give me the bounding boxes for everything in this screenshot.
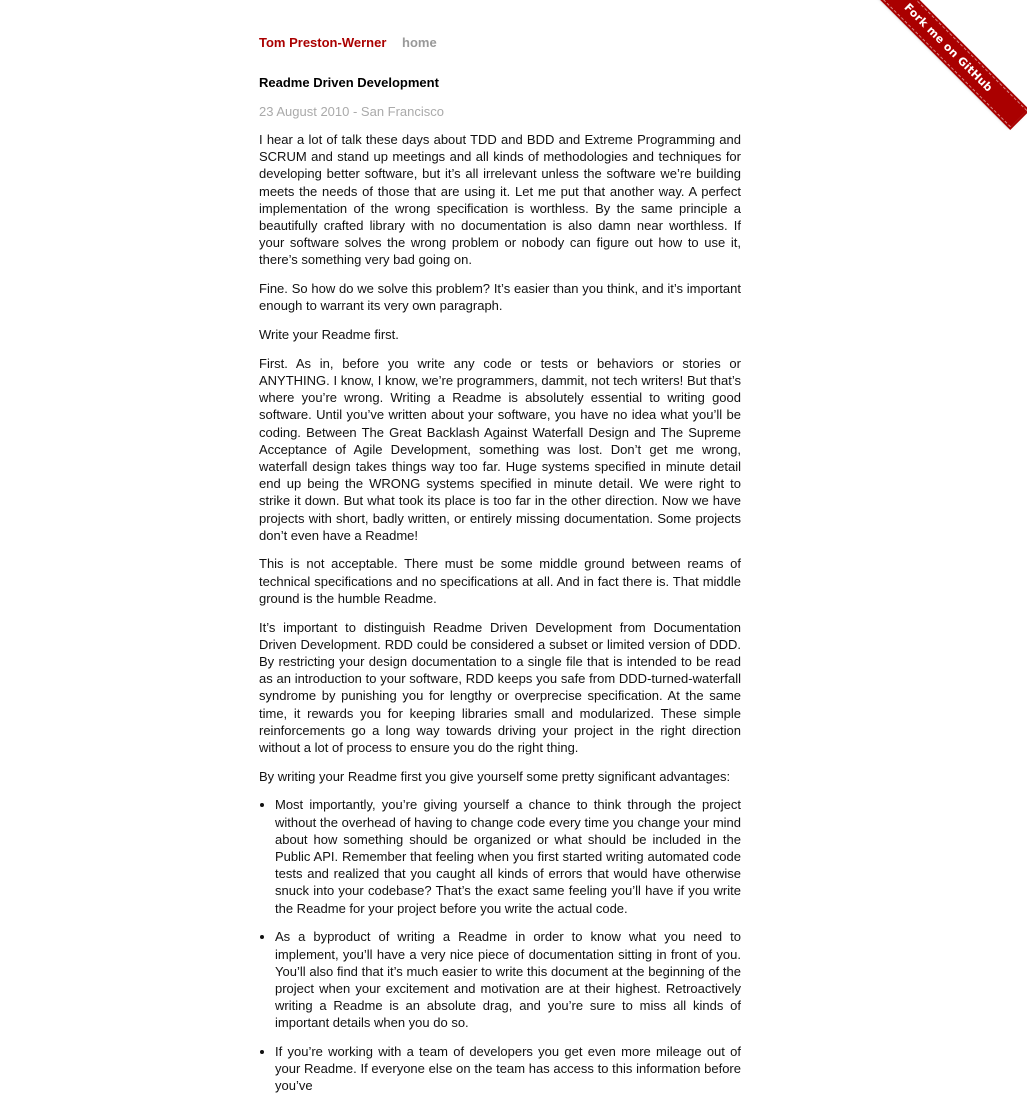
- list-item: • Most importantly, you’re giving yourself a chance to think through the project without the overhead of having to change code every time you change your mind about how something should be organized or what should be included in the Public API. Remember that feeling when you first started writing automated code tests and realized that you caught all kinds of errors that would have otherwise snuck into your codebase? That’s the exact same feeling you’ll have if you write the Readme for your project before you write the actual code.: [275, 796, 741, 916]
- post: [259, 73, 741, 1095]
- paragraph: It’s important to distinguish Readme Driven Development from Documentation Driven Development. RDD could be considered a subset or limited version of DDD. By restricting your design documentation to a single file that is intended to be read as an introduction to your software, RDD keeps you safe from DDD-turned-waterfall syndrome by punishing you for lengthy or overprecise specification. At the same time, it rewards you for keeping libraries small and modularized. These simple reinforcements go a long way towards driving your project in the right direction without a lot of process to ensure you do the right thing.: [259, 619, 741, 755]
- page-container: [259, 33, 741, 1106]
- paragraph: I hear a lot of talk these days about TDD and BDD and Extreme Programming and SCRUM and stand up meetings and all kinds of methodologies and techniques for developing better software, but it’s all irrelevant unless the software we’re building meets the needs of those that are using it. Let me put that another way. A perfect implementation of the wrong specification is worthless. By the same principle a beautifully crafted library with no documentation is also damn near worthless. If your software solves the wrong problem or nobody can figure out how to use it, there’s something very bad going on.: [259, 132, 741, 268]
- list-item: • As a byproduct of writing a Readme in order to know what you need to implement, you’ll have a very nice piece of documentation sitting in front of you. You’ll also find that it’s much easier to write this document at the beginning of the project when your excitement and motivation are at their highest. Retroactively writing a Readme is an absolute drag, and you’re sure to miss all kinds of important details when you do so.: [275, 928, 741, 1031]
- post-meta: 23 August 2010 - San Francisco: [259, 104, 445, 119]
- post-body: [259, 131, 741, 1095]
- paragraph: First. As in, before you write any code or tests or behaviors or stories or ANYTHING. I know, I know, we’re programmers, dammit, not tech writers! But that’s where you’re wrong. Writing a Readme is absolutely essential to writing good software. Until you’ve written about your software, you have no idea what you’ll be coding. Between The Great Backlash Against Waterfall Design and The Supreme Acceptance of Agile Development, something was lost. Don’t get me wrong, waterfall design takes things way too far. Huge systems specified in minute detail end up being the WRONG systems specified in minute detail. We were right to strike it down. But what took its place is too far in the other direction. Now we have projects with short, badly written, or entirely missing documentation. Some projects don’t even have a Readme!: [259, 355, 741, 543]
- fork-ribbon: [850, 0, 1000, 150]
- post-title: Readme Driven Development: [259, 75, 439, 90]
- fork-ribbon-band: [869, 0, 1027, 127]
- paragraph: By writing your Readme first you give yourself some pretty significant advantages:: [259, 768, 731, 784]
- paragraph: This is not acceptable. There must be some middle ground between reams of technical specifications and no specifications at all. And in fact there is. That middle ground is the humble Readme.: [259, 556, 741, 606]
- site-header: [259, 33, 741, 53]
- advantages-list: [259, 796, 741, 1094]
- home-link[interactable]: home: [402, 35, 437, 50]
- paragraph: Fine. So how do we solve this problem? It’s easier than you think, and it’s important enough to warrant its very own paragraph.: [259, 281, 741, 314]
- paragraph: Write your Readme first.: [259, 327, 399, 343]
- fork-on-github-link[interactable]: Fork me on GitHub: [901, 0, 996, 95]
- site-name-link[interactable]: Tom Preston-Werner: [259, 35, 387, 50]
- list-item: • If you’re working with a team of developers you get even more mileage out of your Readme. If everyone else on the team has access to this information before you’ve: [275, 1043, 741, 1095]
